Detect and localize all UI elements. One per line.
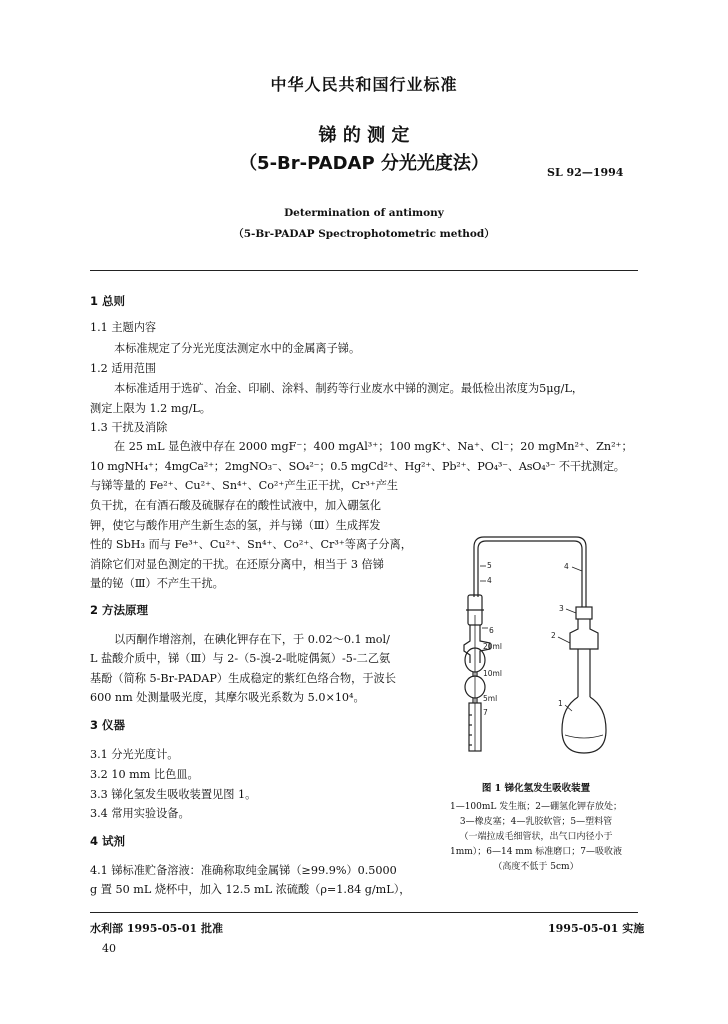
rubber-stopper bbox=[576, 607, 592, 619]
figure-caption-line-3: （一端拉成毛细管状，出气口内径小于 bbox=[459, 832, 613, 842]
section-1-heading: 1 总则 bbox=[90, 294, 126, 308]
instrument-3-3: 3.3 锑化氢发生吸收装置见图 1。 bbox=[90, 788, 257, 801]
clause-1-3-heading: 1.3 干扰及消除 bbox=[90, 421, 168, 434]
standard-title: 中华人民共和国行业标准 bbox=[270, 75, 458, 94]
principle-line-2: L 盐酸介质中，锑（Ⅲ）与 2-（5-溴-2-吡啶偶氮）-5-二乙氨 bbox=[90, 652, 391, 665]
section-4-heading: 4 试剂 bbox=[90, 834, 126, 848]
clause-1-1-text: 本标准规定了分光光度法测定水中的金属离子锑。 bbox=[114, 342, 361, 355]
clause-1-3-line-3: 与锑等量的 Fe²⁺、Cu²⁺、Sn⁴⁺、Co²⁺产生正干扰，Cr³⁺产生 bbox=[90, 479, 399, 492]
apparatus-figure bbox=[440, 525, 640, 775]
clause-1-3-line-5: 钾，使它与酸作用产生新生态的氢，并与锑（Ⅲ）生成挥发 bbox=[90, 519, 381, 532]
standard-code: SL 92—1994 bbox=[547, 166, 624, 179]
fig-label-3: 3 bbox=[559, 604, 564, 613]
clause-1-1-heading: 1.1 主题内容 bbox=[90, 321, 157, 334]
page-number: 40 bbox=[102, 942, 116, 955]
clause-1-3-line-7: 消除它们对显色测定的干扰。在还原分离中，相当于 3 倍锑 bbox=[90, 558, 384, 571]
clause-1-2-heading: 1.2 适用范围 bbox=[90, 362, 157, 375]
fig-label-2: 2 bbox=[551, 631, 556, 640]
sub-title: （5-Br-PADAP 分光光度法） bbox=[239, 153, 489, 174]
approval-date: 水利部 1995-05-01 批准 bbox=[90, 922, 224, 935]
reagent-4-1-line-1: 4.1 锑标准贮备溶液：准确称取纯金属锑（≥99.9%）0.5000 bbox=[90, 864, 397, 877]
instrument-3-2: 3.2 10 mm 比色皿。 bbox=[90, 768, 199, 781]
fig-label-20ml: 20ml bbox=[483, 642, 502, 651]
principle-line-3: 基酚（简称 5-Br-PADAP）生成稳定的紫红色络合物，于波长 bbox=[90, 672, 396, 685]
latex-tube bbox=[474, 537, 586, 607]
figure-caption-line-1: 1—100mL 发生瓶；2—硼氢化钾存放处； bbox=[449, 802, 622, 812]
header-divider bbox=[90, 270, 638, 271]
reagent-4-1-line-2: g 置 50 mL 烧杯中，加入 12.5 mL 浓硫酸（ρ=1.84 g/mL）， bbox=[90, 883, 411, 896]
main-title: 锑 的 测 定 bbox=[318, 125, 410, 146]
ground-joint bbox=[570, 619, 598, 649]
fig-label-7: 7 bbox=[483, 708, 488, 717]
clause-1-3-line-4: 负干扰，在有酒石酸及硫脲存在的酸性试液中，加入硼氢化 bbox=[90, 499, 381, 512]
english-subtitle: （5-Br-PADAP Spectrophotometric method） bbox=[233, 228, 495, 240]
english-title: Determination of antimony bbox=[284, 207, 444, 219]
clause-1-3-line-6: 性的 SbH₃ 而与 Fe³⁺、Cu²⁺、Sn⁴⁺、Co²⁺、Cr³⁺等离子分离， bbox=[90, 538, 412, 551]
implementation-date: 1995-05-01 实施 bbox=[548, 922, 645, 935]
principle-line-1: 以丙酮作增溶剂，在碘化钾存在下，于 0.02～0.1 mol/ bbox=[114, 633, 390, 646]
fig-label-5: 5 bbox=[487, 561, 492, 570]
clause-1-3-line-2: 10 mgNH₄⁺；4mgCa²⁺；2mgNO₃⁻、SO₄²⁻；0.5 mgCd²⁺、Hg²⁺、Pb²⁺、PO₄³⁻、AsO₄³⁻ 不干扰测定。 bbox=[90, 460, 625, 473]
fig-label-10ml: 10ml bbox=[483, 669, 502, 678]
instrument-3-4: 3.4 常用实验设备。 bbox=[90, 807, 190, 820]
fig-label-4b: 4 bbox=[564, 562, 569, 571]
clause-1-3-line-8: 量的铋（Ⅲ）不产生干扰。 bbox=[90, 577, 224, 590]
fig-label-6: 6 bbox=[489, 626, 494, 635]
generator-flask bbox=[562, 697, 606, 753]
figure-caption-title: 图 1 锑化氢发生吸收装置 bbox=[481, 783, 591, 794]
instrument-3-1: 3.1 分光光度计。 bbox=[90, 748, 179, 761]
clause-1-2-text-1: 本标准适用于选矿、冶金、印刷、涂料、制药等行业废水中锑的测定。最低检出浓度为5μg/L， bbox=[114, 382, 584, 395]
fig-label-5ml: 5ml bbox=[483, 694, 498, 703]
footer-divider bbox=[90, 912, 638, 913]
clause-1-2-text-2: 测定上限为 1.2 mg/L。 bbox=[90, 402, 211, 415]
figure-caption-line-2: 3—橡皮塞；4—乳胶软管；5—塑料管 bbox=[459, 817, 613, 827]
section-3-heading: 3 仪器 bbox=[90, 718, 126, 732]
fig-label-4a: 4 bbox=[487, 576, 492, 585]
fig-label-1: 1 bbox=[558, 699, 563, 708]
figure-caption-line-5: （高度不低于 5cm） bbox=[493, 862, 579, 872]
figure-caption-line-4: 1mm）；6—14 mm 标准磨口；7—吸收液 bbox=[450, 847, 622, 857]
principle-line-4: 600 nm 处测量吸光度，其摩尔吸光系数为 5.0×10⁴。 bbox=[90, 691, 365, 704]
section-2-heading: 2 方法原理 bbox=[90, 603, 149, 617]
clause-1-3-line-1: 在 25 mL 显色液中存在 2000 mgF⁻；400 mgAl³⁺；100 mgK⁺、Na⁺、Cl⁻；20 mgMn²⁺、Zn²⁺； bbox=[114, 440, 633, 453]
